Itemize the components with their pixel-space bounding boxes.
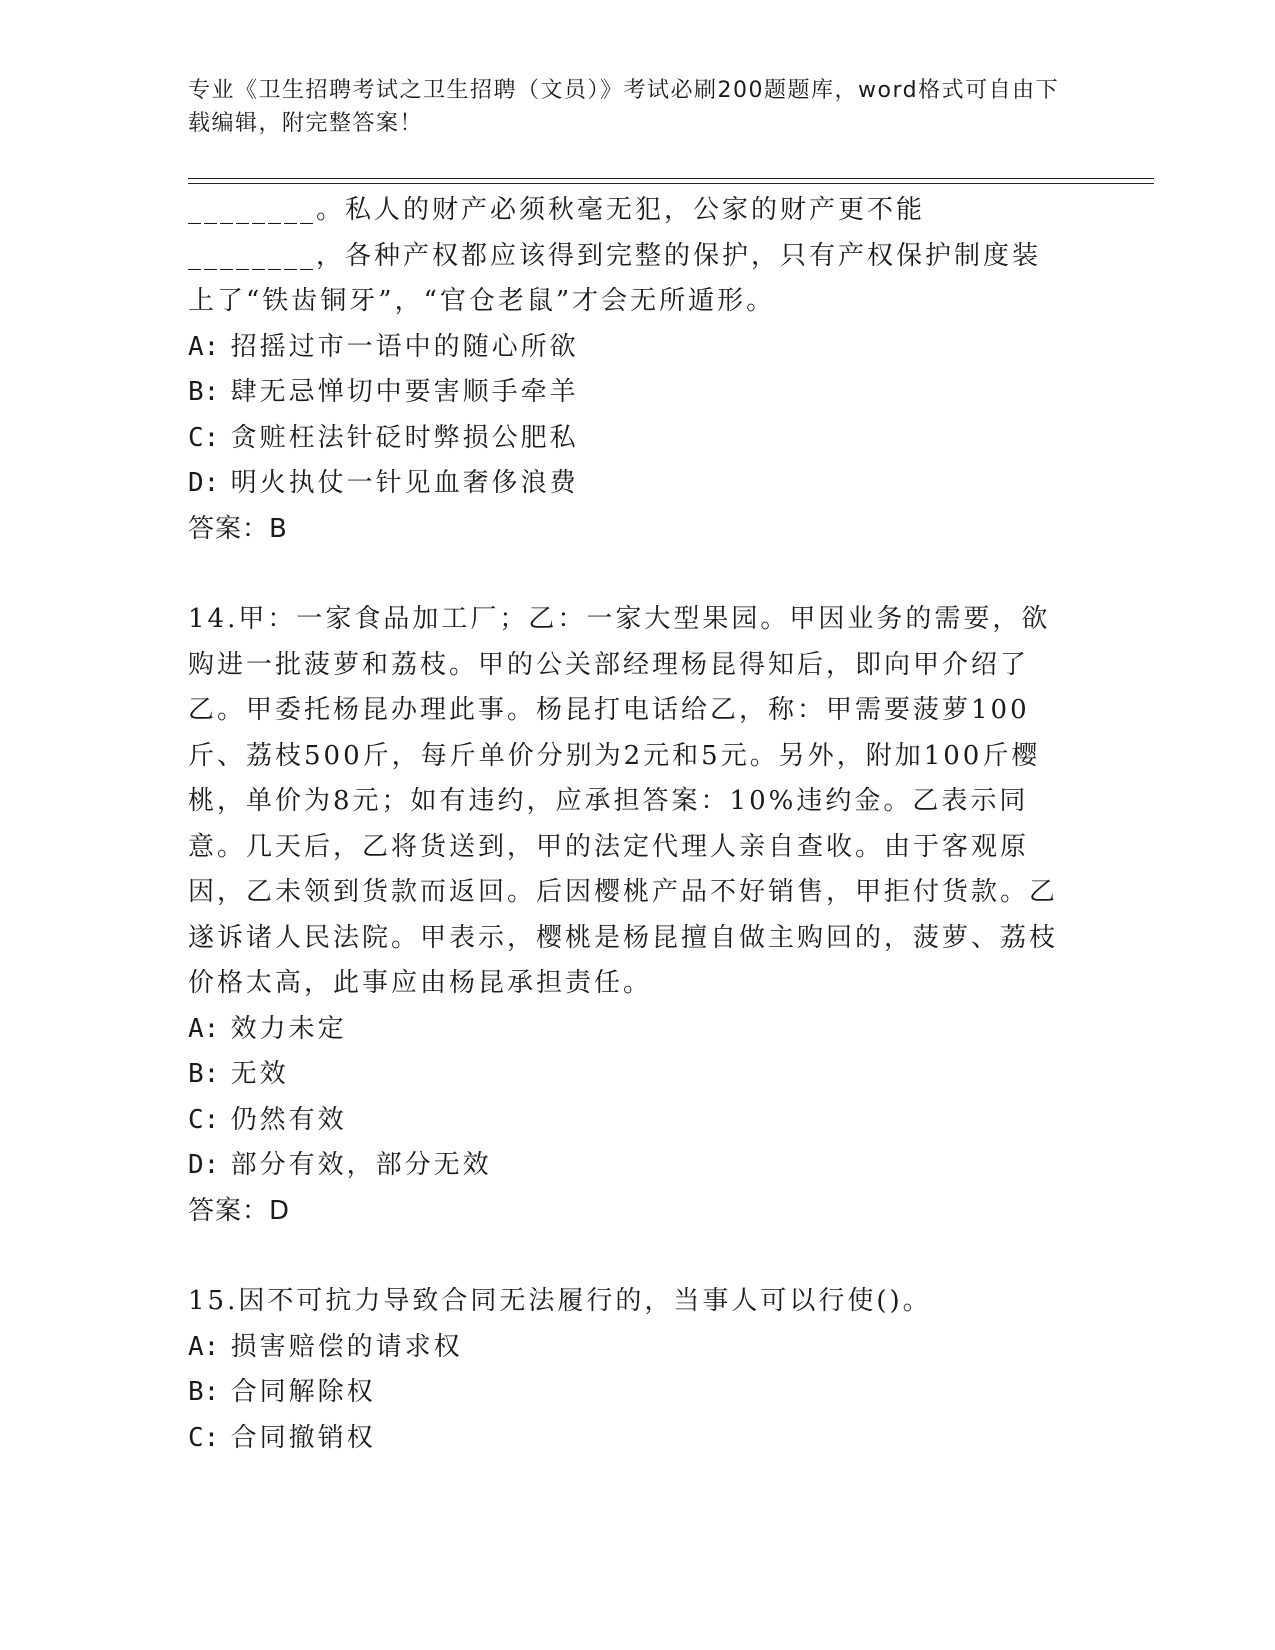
option-label: D: xyxy=(188,468,220,498)
option-text: 肆无忌惮切中要害顺手牵羊 xyxy=(230,377,579,407)
option-label: C: xyxy=(188,1104,220,1135)
option-b xyxy=(188,1052,1068,1098)
option-label: A: xyxy=(188,331,220,362)
question-14 xyxy=(188,597,1068,1234)
option-text: 合同解除权 xyxy=(230,1377,376,1407)
option-label: B: xyxy=(188,1059,220,1089)
option-b xyxy=(188,370,1068,416)
page-header: 专业《卫生招聘考试之卫生招聘（文员）》考试必刷200题题库，word格式可自由下载编辑，附完整答案！ xyxy=(188,78,1060,136)
option-label: C: xyxy=(188,422,220,453)
option-text: 无效 xyxy=(230,1059,289,1089)
option-text: 效力未定 xyxy=(230,1013,347,1044)
option-text: 部分有效，部分无效 xyxy=(230,1150,492,1180)
answer-line: 答案：B xyxy=(188,513,288,544)
option-text: 贪赃枉法针砭时弊损公肥私 xyxy=(230,422,579,453)
option-label: A: xyxy=(188,1013,220,1044)
header-divider-bottom xyxy=(188,183,1154,184)
question-15 xyxy=(188,1279,1068,1461)
option-c xyxy=(188,1416,1068,1462)
option-a xyxy=(188,1325,1068,1371)
option-text: 合同撤销权 xyxy=(230,1422,376,1453)
option-label: C: xyxy=(188,1422,220,1453)
option-label: A: xyxy=(188,1331,220,1362)
spacer xyxy=(188,1234,1068,1279)
option-label: B: xyxy=(188,377,220,407)
question-text: 15.因不可抗力导致合同无法履行的，当事人可以行使()。 xyxy=(188,1286,932,1316)
question-text: 14.甲：一家食品加工厂；乙：一家大型果园。甲因业务的需要，欲购进一批菠萝和荔枝。甲的公关部经理杨昆得知后，即向甲介绍了乙。甲委托杨昆办理此事。杨昆打电话给乙，称：甲需要菠萝100斤、荔枝500斤，每斤单价分别为2元和5元。另外，附加100斤樱桃，单价为8元；如有违约，应承担答案：10%违约金。乙表示同意。几天后，乙将货送到，甲的法定代理人亲自查收。由于客观原因，乙未领到货款而返回。后因樱桃产品不好销售，甲拒付货款。乙遂诉诸人民法院。甲表示，樱桃是杨昆擅自做主购回的，菠萝、荔枝价格太高，此事应由杨昆承担责任。 xyxy=(188,604,1059,998)
question-content xyxy=(188,188,1068,1461)
option-label: B: xyxy=(188,1377,220,1407)
question-text: ________。私人的财产必须秋毫无犯，公家的财产更不能________，各种产权都应该得到完整的保护，只有产权保护制度装上了“铁齿铜牙”，“官仓老鼠”才会无所遁形。 xyxy=(188,195,1042,316)
answer-line: 答案：D xyxy=(188,1195,291,1226)
option-text: 明火执仗一针见血奢侈浪费 xyxy=(230,468,579,498)
option-c xyxy=(188,416,1068,462)
option-text: 招摇过市一语中的随心所欲 xyxy=(230,331,579,362)
option-a xyxy=(188,1007,1068,1053)
option-d xyxy=(188,461,1068,507)
option-c xyxy=(188,1098,1068,1144)
option-b xyxy=(188,1370,1068,1416)
option-text: 损害赔偿的请求权 xyxy=(230,1331,463,1362)
header-divider-top xyxy=(188,178,1154,179)
option-text: 仍然有效 xyxy=(230,1104,347,1135)
spacer xyxy=(188,552,1068,597)
option-a xyxy=(188,325,1068,371)
option-d xyxy=(188,1143,1068,1189)
option-label: D: xyxy=(188,1150,220,1180)
question-13 xyxy=(188,188,1068,552)
